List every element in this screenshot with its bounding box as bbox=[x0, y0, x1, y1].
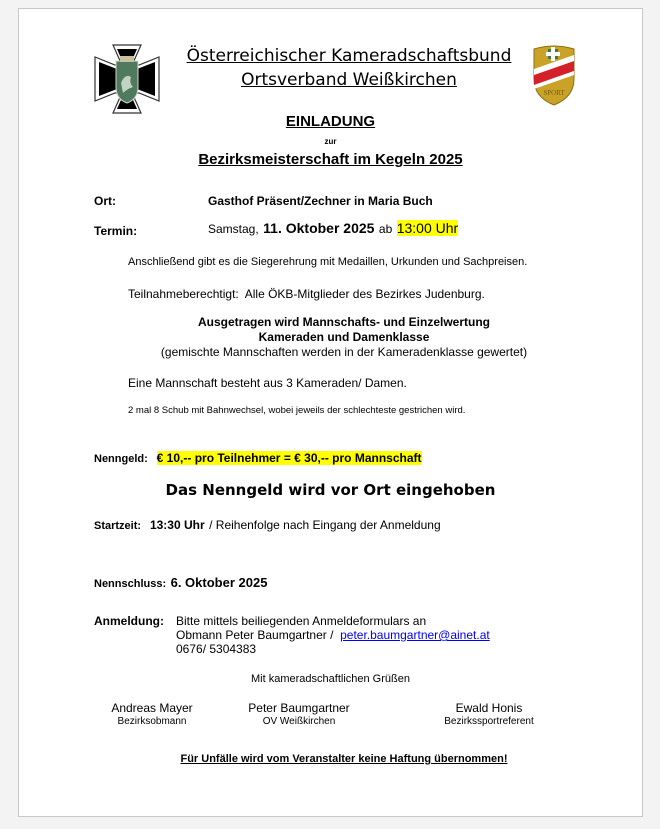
document-title: EINLADUNG bbox=[285, 113, 376, 130]
nenngeld-value: € 10,-- pro Teilnehmer = € 30,-- pro Mannschaft bbox=[156, 451, 422, 465]
nennschluss-date: 6. Oktober 2025 bbox=[170, 575, 268, 590]
termin-day: Samstag, bbox=[208, 222, 259, 236]
right-logo bbox=[531, 45, 577, 107]
anmeldung-recipient: Obmann Peter Baumgartner / bbox=[176, 628, 334, 642]
anmeldung-line2 bbox=[176, 628, 490, 642]
startzeit-rest: / Reihenfolge nach Eingang der Anmeldung bbox=[209, 518, 441, 532]
signature-name: Andreas Mayer bbox=[111, 701, 193, 715]
signature-name: Ewald Honis bbox=[455, 701, 523, 715]
event-title: Bezirksmeisterschaft im Kegeln 2025 bbox=[198, 151, 463, 168]
termin-value bbox=[208, 220, 458, 238]
signature-block bbox=[229, 701, 369, 727]
termin-label: Termin: bbox=[94, 224, 138, 238]
mannschaft-text: Eine Mannschaft besteht aus 3 Kameraden/ Damen. bbox=[128, 376, 407, 390]
signature-name: Peter Baumgartner bbox=[248, 701, 350, 715]
email-link[interactable]: peter.baumgartner@ainet.at bbox=[340, 628, 490, 642]
termin-ab: ab bbox=[378, 222, 393, 236]
nenngeld-note: Das Nenngeld wird vor Ort eingehoben bbox=[165, 481, 496, 499]
title-connector: zur bbox=[324, 137, 337, 146]
signature-role: Bezirkssportreferent bbox=[444, 716, 534, 727]
document-page bbox=[18, 8, 643, 817]
left-logo bbox=[93, 43, 161, 115]
anmeldung-phone: 0676/ 5304383 bbox=[176, 642, 257, 656]
wertung-line1: Ausgetragen wird Mannschafts- und Einzelwertung bbox=[197, 315, 491, 329]
teilnahme-line bbox=[128, 287, 485, 301]
ort-label: Ort: bbox=[94, 194, 116, 208]
teilnahme-label: Teilnahmeberechtigt: bbox=[128, 287, 239, 301]
signature-block bbox=[87, 701, 217, 727]
ort-value: Gasthof Präsent/Zechner in Maria Buch bbox=[208, 194, 433, 208]
oekb-sport-badge-icon bbox=[531, 45, 577, 107]
iron-cross-icon bbox=[93, 43, 161, 115]
nenngeld-label: Nenngeld: bbox=[94, 453, 148, 465]
schub-text: 2 mal 8 Schub mit Bahnwechsel, wobei jeweils der schlechteste gestrichen wird. bbox=[128, 405, 466, 416]
signature-role: OV Weißkirchen bbox=[262, 716, 336, 727]
termin-date: 11. Oktober 2025 bbox=[263, 220, 375, 236]
nennschluss-label: Nennschluss: bbox=[94, 578, 167, 590]
disclaimer: Für Unfälle wird vom Veranstalter keine Haftung übernommen! bbox=[180, 753, 508, 765]
termin-time: 13:00 Uhr bbox=[396, 220, 459, 236]
startzeit-label: Startzeit: bbox=[94, 520, 142, 532]
org-name: Österreichischer Kameradschaftsbund bbox=[186, 46, 512, 66]
startzeit-line bbox=[94, 516, 441, 534]
nenngeld-line bbox=[94, 449, 422, 467]
wertung-line2: Kameraden und Damenklasse bbox=[258, 330, 430, 344]
closing-greeting: Mit kameradschaftlichen Grüßen bbox=[251, 673, 410, 685]
org-branch: Ortsverband Weißkirchen bbox=[241, 70, 457, 90]
anmeldung-line1: Bitte mittels beiliegenden Anmeldeformulars an bbox=[176, 614, 427, 628]
nennschluss-line bbox=[94, 574, 267, 592]
wertung-line3: (gemischte Mannschaften werden in der Kameradenklasse gewertet) bbox=[160, 345, 528, 359]
teilnahme-value: Alle ÖKB-Mitglieder des Bezirkes Judenburg. bbox=[244, 287, 485, 301]
svg-text:SPORT: SPORT bbox=[543, 89, 565, 97]
signature-block bbox=[419, 701, 559, 727]
startzeit-time: 13:30 Uhr bbox=[149, 518, 205, 532]
anmeldung-label: Anmeldung: bbox=[94, 614, 164, 628]
signature-role: Bezirksobmann bbox=[117, 716, 187, 727]
siegerehrung-text: Anschließend gibt es die Siegerehrung mit Medaillen, Urkunden und Sachpreisen. bbox=[128, 256, 528, 268]
